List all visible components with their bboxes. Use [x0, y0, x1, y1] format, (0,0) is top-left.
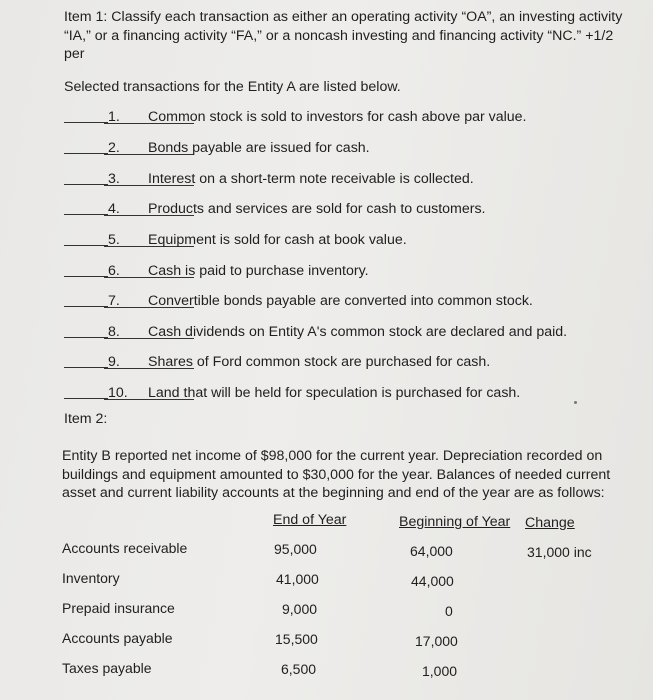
- transaction-row-6: [64, 262, 624, 282]
- answer-line: [64, 337, 108, 338]
- answer-line: [64, 276, 108, 277]
- transaction-row-5: [64, 231, 624, 251]
- answer-blank-4[interactable]: 4.: [104, 200, 194, 216]
- end-value: 9,000: [282, 601, 318, 617]
- answer-blank-5[interactable]: 5.: [104, 231, 194, 247]
- answer-blank-1[interactable]: 1.: [104, 108, 194, 124]
- begin-value: 0: [445, 603, 453, 619]
- begin-value: 64,000: [410, 543, 453, 559]
- account-name: Accounts payable: [62, 630, 173, 646]
- end-value: 41,000: [276, 571, 319, 587]
- item1-instructions: Item 1: Classify each transaction as either an operating activity “OA”, an investing activity “IA,” or a financing activity “FA,” or a noncash investing and financing activity “NC.” +1/2 per: [64, 9, 623, 62]
- answer-line: [64, 245, 108, 246]
- answer-line: [64, 214, 108, 215]
- transaction-text: Equipment is sold for cash at book value.: [148, 232, 407, 248]
- answer-line: [64, 367, 108, 368]
- end-value: 15,500: [275, 631, 318, 647]
- header-end-of-year: End of Year: [273, 512, 347, 528]
- answer-blank-10[interactable]: 10.: [104, 384, 194, 400]
- answer-blank-9[interactable]: 9.: [104, 353, 194, 369]
- account-name: Accounts receivable: [62, 540, 188, 556]
- answer-line: [64, 306, 108, 307]
- answer-blank-2[interactable]: 2.: [104, 139, 194, 155]
- end-value: 6,500: [281, 661, 317, 677]
- account-name: Taxes payable: [62, 660, 152, 676]
- transactions-intro: Selected transactions for the Entity A are listed below.: [64, 79, 401, 95]
- change-value[interactable]: 31,000 inc: [527, 544, 592, 560]
- transaction-text: Cash is paid to purchase inventory.: [148, 263, 369, 279]
- answer-line: [64, 153, 108, 154]
- answer-blank-8[interactable]: 8.: [104, 323, 194, 339]
- transaction-row-1: [64, 108, 624, 128]
- item2-title: Item 2:: [64, 411, 108, 427]
- transaction-text: Convertible bonds payable are converted into common stock.: [148, 293, 533, 309]
- answer-line: [64, 122, 108, 123]
- transaction-text: Bonds payable are issued for cash.: [148, 140, 370, 156]
- answer-line: [64, 184, 108, 185]
- answer-line: [64, 398, 108, 399]
- header-change: Change: [525, 515, 575, 531]
- transaction-text: Land that will be held for speculation is purchased for cash.: [148, 385, 521, 401]
- transaction-text: Shares of Ford common stock are purchased for cash.: [148, 354, 491, 370]
- end-value: 95,000: [274, 541, 317, 557]
- account-name: Prepaid insurance: [62, 600, 175, 616]
- transaction-text: Interest on a short-term note receivable is collected.: [148, 171, 474, 187]
- transaction-row-4: [64, 200, 624, 220]
- answer-blank-7[interactable]: 7.: [104, 292, 194, 308]
- begin-value: 44,000: [411, 573, 454, 589]
- begin-value: 1,000: [422, 663, 458, 679]
- answer-blank-3[interactable]: 3.: [104, 170, 194, 186]
- transaction-text: Cash dividends on Entity A's common stock are declared and paid.: [148, 324, 568, 340]
- transaction-row-8: [64, 323, 624, 343]
- answer-blank-6[interactable]: 6.: [104, 262, 194, 278]
- stray-mark: [574, 401, 577, 404]
- transaction-row-9: [64, 353, 624, 373]
- transaction-text: Common stock is sold to investors for cash above par value.: [148, 109, 527, 125]
- transaction-row-2: [64, 139, 624, 159]
- transaction-text: Products and services are sold for cash to customers.: [148, 201, 486, 217]
- transaction-row-7: [64, 292, 624, 312]
- transaction-row-3: [64, 170, 624, 190]
- item2-paragraph: Entity B reported net income of $98,000 for the current year. Depreciation recorded on buildings and equipment amounted to $30,000 for the year. Balances of needed current asset and current liability accounts at the beginning and end of the year are as follows:: [62, 448, 611, 501]
- header-beginning-of-year: Beginning of Year: [399, 514, 511, 530]
- account-name: Inventory: [62, 570, 120, 586]
- begin-value: 17,000: [415, 633, 458, 649]
- transaction-row-10: [64, 384, 624, 404]
